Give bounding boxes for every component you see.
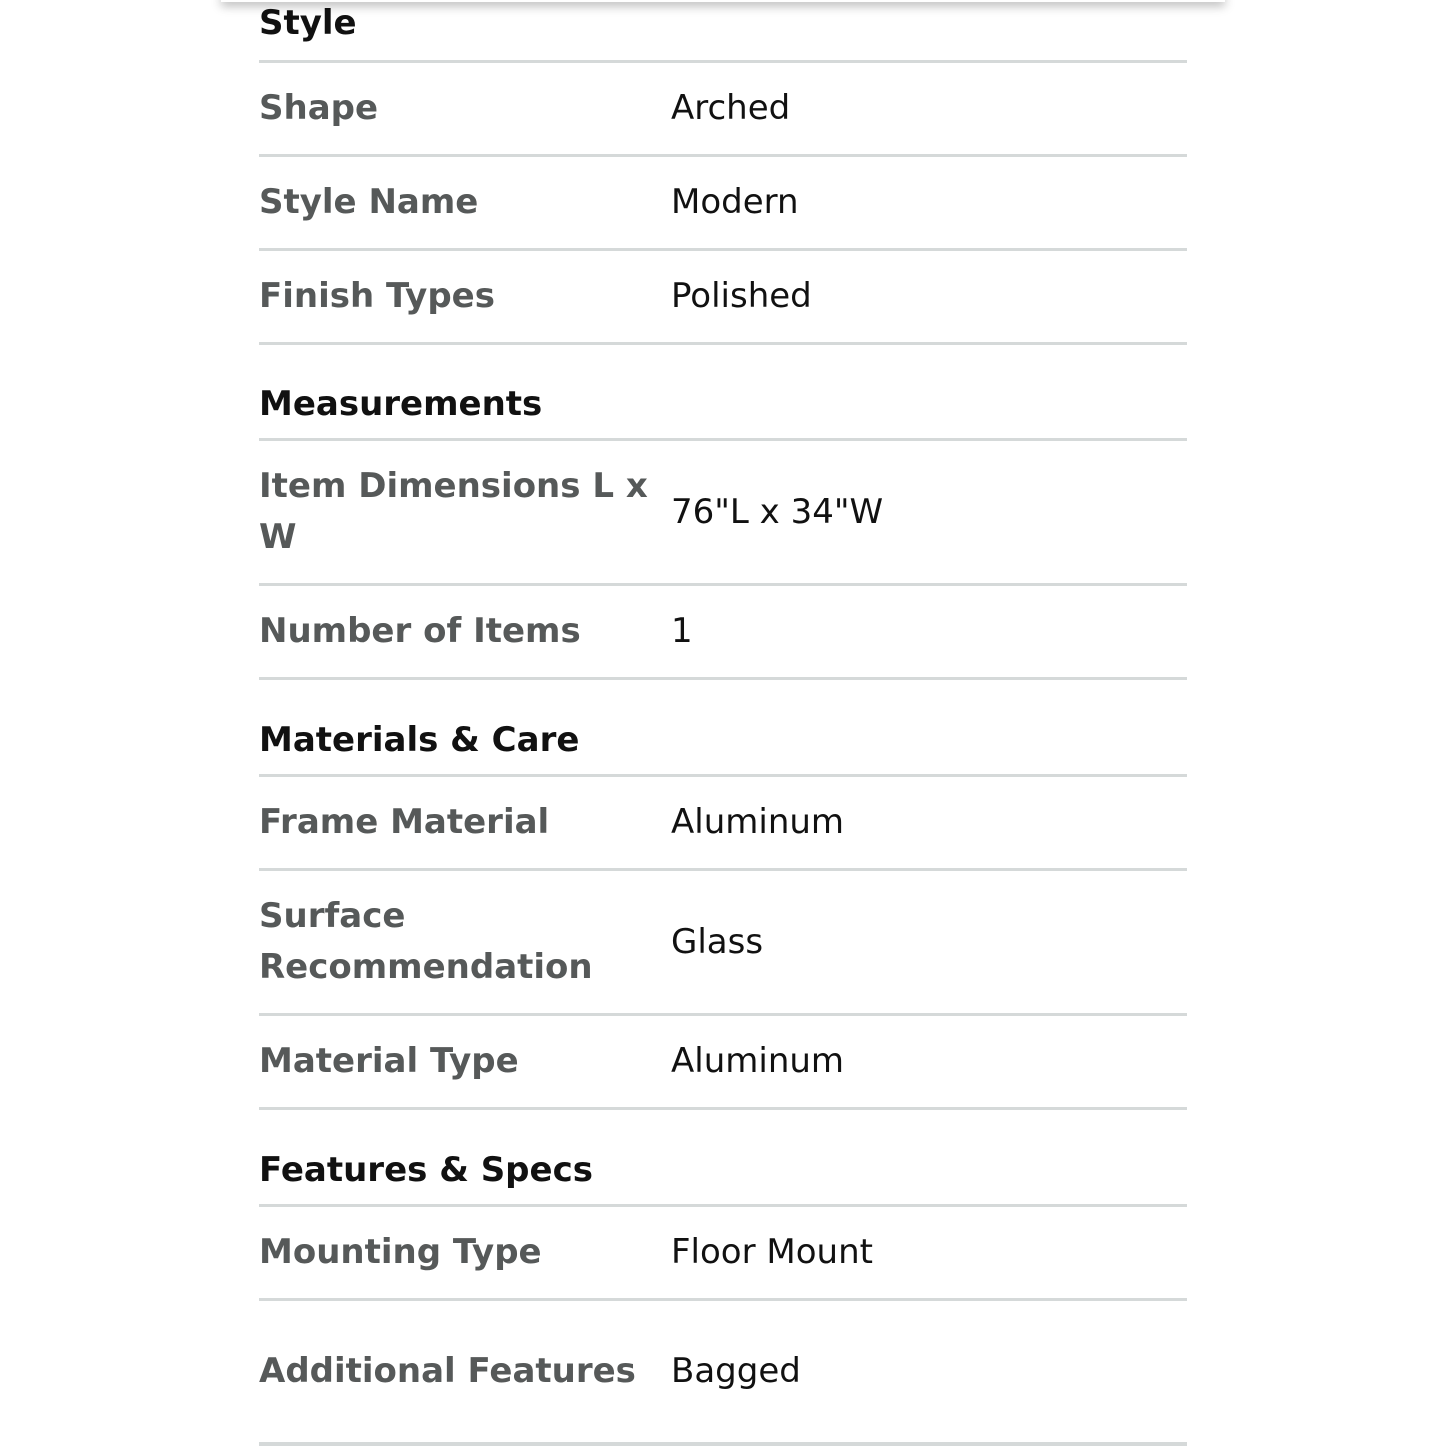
spec-row-style-name	[259, 157, 1187, 251]
section-header-materials-care	[259, 680, 1187, 777]
product-specs-table	[259, 0, 1187, 1446]
section-title: Measurements	[259, 384, 543, 424]
spec-value: 1	[671, 611, 693, 651]
spec-row-number-of-items	[259, 586, 1187, 680]
spec-value: Arched	[671, 88, 791, 128]
spec-row-surface-recommendation	[259, 871, 1187, 1016]
spec-label: Material Type	[259, 1041, 519, 1081]
spec-value: Glass	[671, 921, 764, 962]
spec-row-finish-types	[259, 251, 1187, 345]
spec-label: Additional Features	[259, 1351, 636, 1391]
spec-value: Bagged	[671, 1351, 801, 1391]
spec-label: Finish Types	[259, 276, 495, 316]
spec-value: Aluminum	[671, 1041, 845, 1081]
spec-row-shape	[259, 63, 1187, 157]
spec-row-frame-material	[259, 777, 1187, 871]
section-title: Style	[259, 3, 357, 43]
spec-label: Frame Material	[259, 802, 550, 842]
spec-label: Shape	[259, 88, 379, 128]
spec-label: Number of Items	[259, 611, 581, 651]
spec-value: Floor Mount	[671, 1232, 873, 1272]
spec-value: Polished	[671, 276, 812, 316]
section-header-features-specs	[259, 1110, 1187, 1207]
spec-row-item-dimensions	[259, 441, 1187, 586]
section-title: Materials & Care	[259, 720, 580, 760]
spec-label: Style Name	[259, 182, 479, 222]
spec-label: Item Dimensions L x W	[259, 466, 648, 557]
section-title: Features & Specs	[259, 1150, 593, 1190]
spec-row-mounting-type	[259, 1207, 1187, 1301]
spec-label: Mounting Type	[259, 1232, 542, 1272]
spec-row-material-type	[259, 1016, 1187, 1110]
section-header-style	[259, 0, 1187, 63]
spec-label: Surface Recommendation	[259, 896, 593, 987]
spec-value: Modern	[671, 182, 799, 222]
spec-value: Aluminum	[671, 802, 845, 842]
spec-value: 76"L x 34"W	[671, 491, 884, 532]
spec-row-additional-features	[259, 1301, 1187, 1446]
section-header-measurements	[259, 345, 1187, 441]
